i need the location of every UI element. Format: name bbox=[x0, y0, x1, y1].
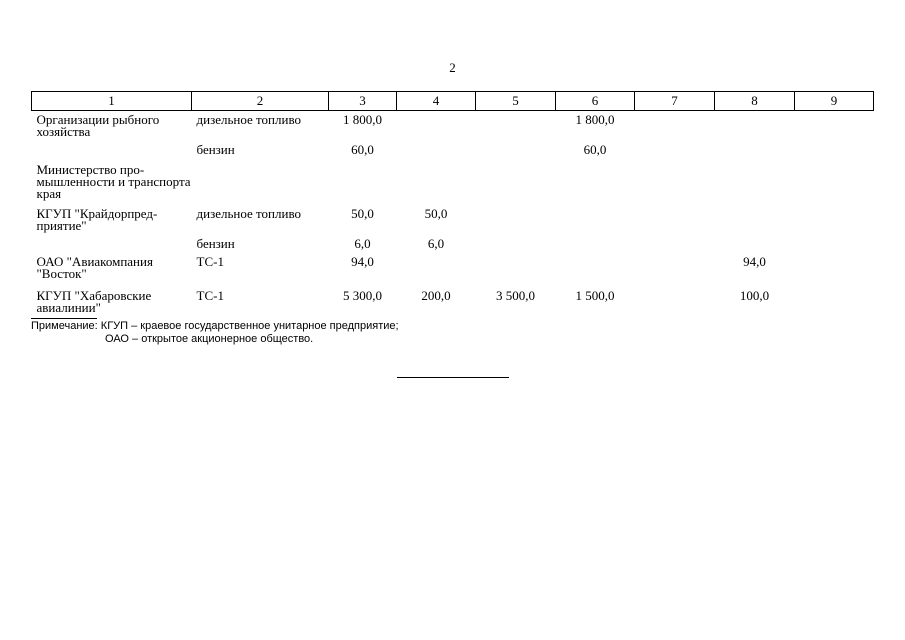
value-cell bbox=[476, 208, 556, 232]
table-row bbox=[32, 208, 874, 232]
table-row bbox=[32, 250, 874, 280]
organization-cell: ОАО "Авиакомпания "Восток" bbox=[36, 254, 153, 281]
value-cell bbox=[715, 138, 795, 156]
value-cell bbox=[556, 232, 635, 250]
value-cell bbox=[635, 250, 715, 280]
table-header-row bbox=[32, 92, 874, 111]
value-cell bbox=[476, 138, 556, 156]
column-header: 5 bbox=[476, 92, 556, 111]
value-cell bbox=[795, 138, 874, 156]
value-cell: 200,0 bbox=[421, 288, 451, 303]
organization-cell: Организации рыбного хозяйства bbox=[36, 112, 160, 139]
value-cell bbox=[635, 232, 715, 250]
organization-cell bbox=[32, 138, 192, 156]
value-cell bbox=[556, 156, 635, 208]
table-row bbox=[32, 138, 874, 156]
footnote bbox=[31, 320, 399, 346]
end-divider bbox=[397, 377, 509, 378]
fuel-distribution-table bbox=[31, 91, 874, 314]
value-cell bbox=[715, 156, 795, 208]
value-cell bbox=[397, 156, 476, 208]
value-cell: 3 500,0 bbox=[496, 288, 535, 303]
value-cell: 1 800,0 bbox=[343, 112, 382, 127]
value-cell: 5 300,0 bbox=[343, 288, 382, 303]
value-cell: 1 500,0 bbox=[575, 288, 615, 303]
footnote-line: ОАО – открытое акционерное общество. bbox=[105, 333, 314, 345]
value-cell bbox=[635, 138, 715, 156]
value-cell bbox=[397, 111, 476, 139]
value-cell bbox=[795, 250, 874, 280]
value-cell bbox=[715, 208, 795, 232]
value-cell: 50,0 bbox=[351, 206, 374, 221]
column-header: 9 bbox=[795, 92, 874, 111]
organization-cell bbox=[32, 232, 192, 250]
organization-cell: Министерство про-мышленности и транспорта края bbox=[36, 162, 191, 201]
value-cell bbox=[635, 111, 715, 139]
value-cell bbox=[795, 232, 874, 250]
value-cell: 6,0 bbox=[427, 236, 445, 251]
value-cell: 50,0 bbox=[424, 206, 448, 221]
fuel-type-cell: дизельное топливо bbox=[196, 112, 301, 127]
value-cell bbox=[476, 111, 556, 139]
column-header: 2 bbox=[192, 92, 329, 111]
value-cell bbox=[329, 156, 397, 208]
footnote-line: Примечание: КГУП – краевое государственное унитарное предприятие; bbox=[31, 320, 399, 332]
value-cell bbox=[795, 208, 874, 232]
fuel-type-cell: ТС-1 bbox=[196, 288, 224, 303]
table-row bbox=[32, 280, 874, 314]
page-number: 2 bbox=[449, 60, 456, 75]
value-cell bbox=[795, 111, 874, 139]
fuel-type-cell: ТС-1 bbox=[196, 254, 224, 269]
value-cell bbox=[397, 138, 476, 156]
column-header: 7 bbox=[635, 92, 715, 111]
value-cell: 1 800,0 bbox=[575, 112, 615, 127]
value-cell: 60,0 bbox=[351, 142, 374, 157]
column-header: 8 bbox=[715, 92, 795, 111]
value-cell: 6,0 bbox=[354, 236, 371, 251]
value-cell bbox=[715, 111, 795, 139]
value-cell bbox=[476, 156, 556, 208]
value-cell bbox=[795, 280, 874, 314]
table-row bbox=[32, 232, 874, 250]
value-cell bbox=[476, 232, 556, 250]
column-header: 1 bbox=[32, 92, 192, 111]
column-header: 4 bbox=[397, 92, 476, 111]
value-cell bbox=[715, 232, 795, 250]
footnote-divider bbox=[31, 318, 97, 319]
value-cell bbox=[795, 156, 874, 208]
value-cell bbox=[635, 208, 715, 232]
value-cell bbox=[476, 250, 556, 280]
column-header: 6 bbox=[556, 92, 635, 111]
value-cell: 94,0 bbox=[743, 254, 766, 269]
column-header: 3 bbox=[329, 92, 397, 111]
fuel-type-cell: бензин bbox=[196, 142, 235, 157]
value-cell: 94,0 bbox=[351, 254, 374, 269]
value-cell bbox=[556, 208, 635, 232]
fuel-type-cell: дизельное топливо bbox=[196, 206, 301, 221]
value-cell bbox=[635, 156, 715, 208]
organization-cell: КГУП "Крайдорпред-приятие" bbox=[36, 206, 158, 233]
fuel-type-cell bbox=[192, 156, 329, 208]
table-row bbox=[32, 156, 874, 208]
value-cell bbox=[556, 250, 635, 280]
value-cell: 100,0 bbox=[739, 288, 770, 303]
organization-cell: КГУП "Хабаровские авиалинии" bbox=[36, 288, 152, 315]
table-row bbox=[32, 111, 874, 139]
value-cell bbox=[397, 250, 476, 280]
fuel-type-cell: бензин bbox=[196, 236, 235, 251]
value-cell: 60,0 bbox=[583, 142, 607, 157]
value-cell bbox=[635, 280, 715, 314]
